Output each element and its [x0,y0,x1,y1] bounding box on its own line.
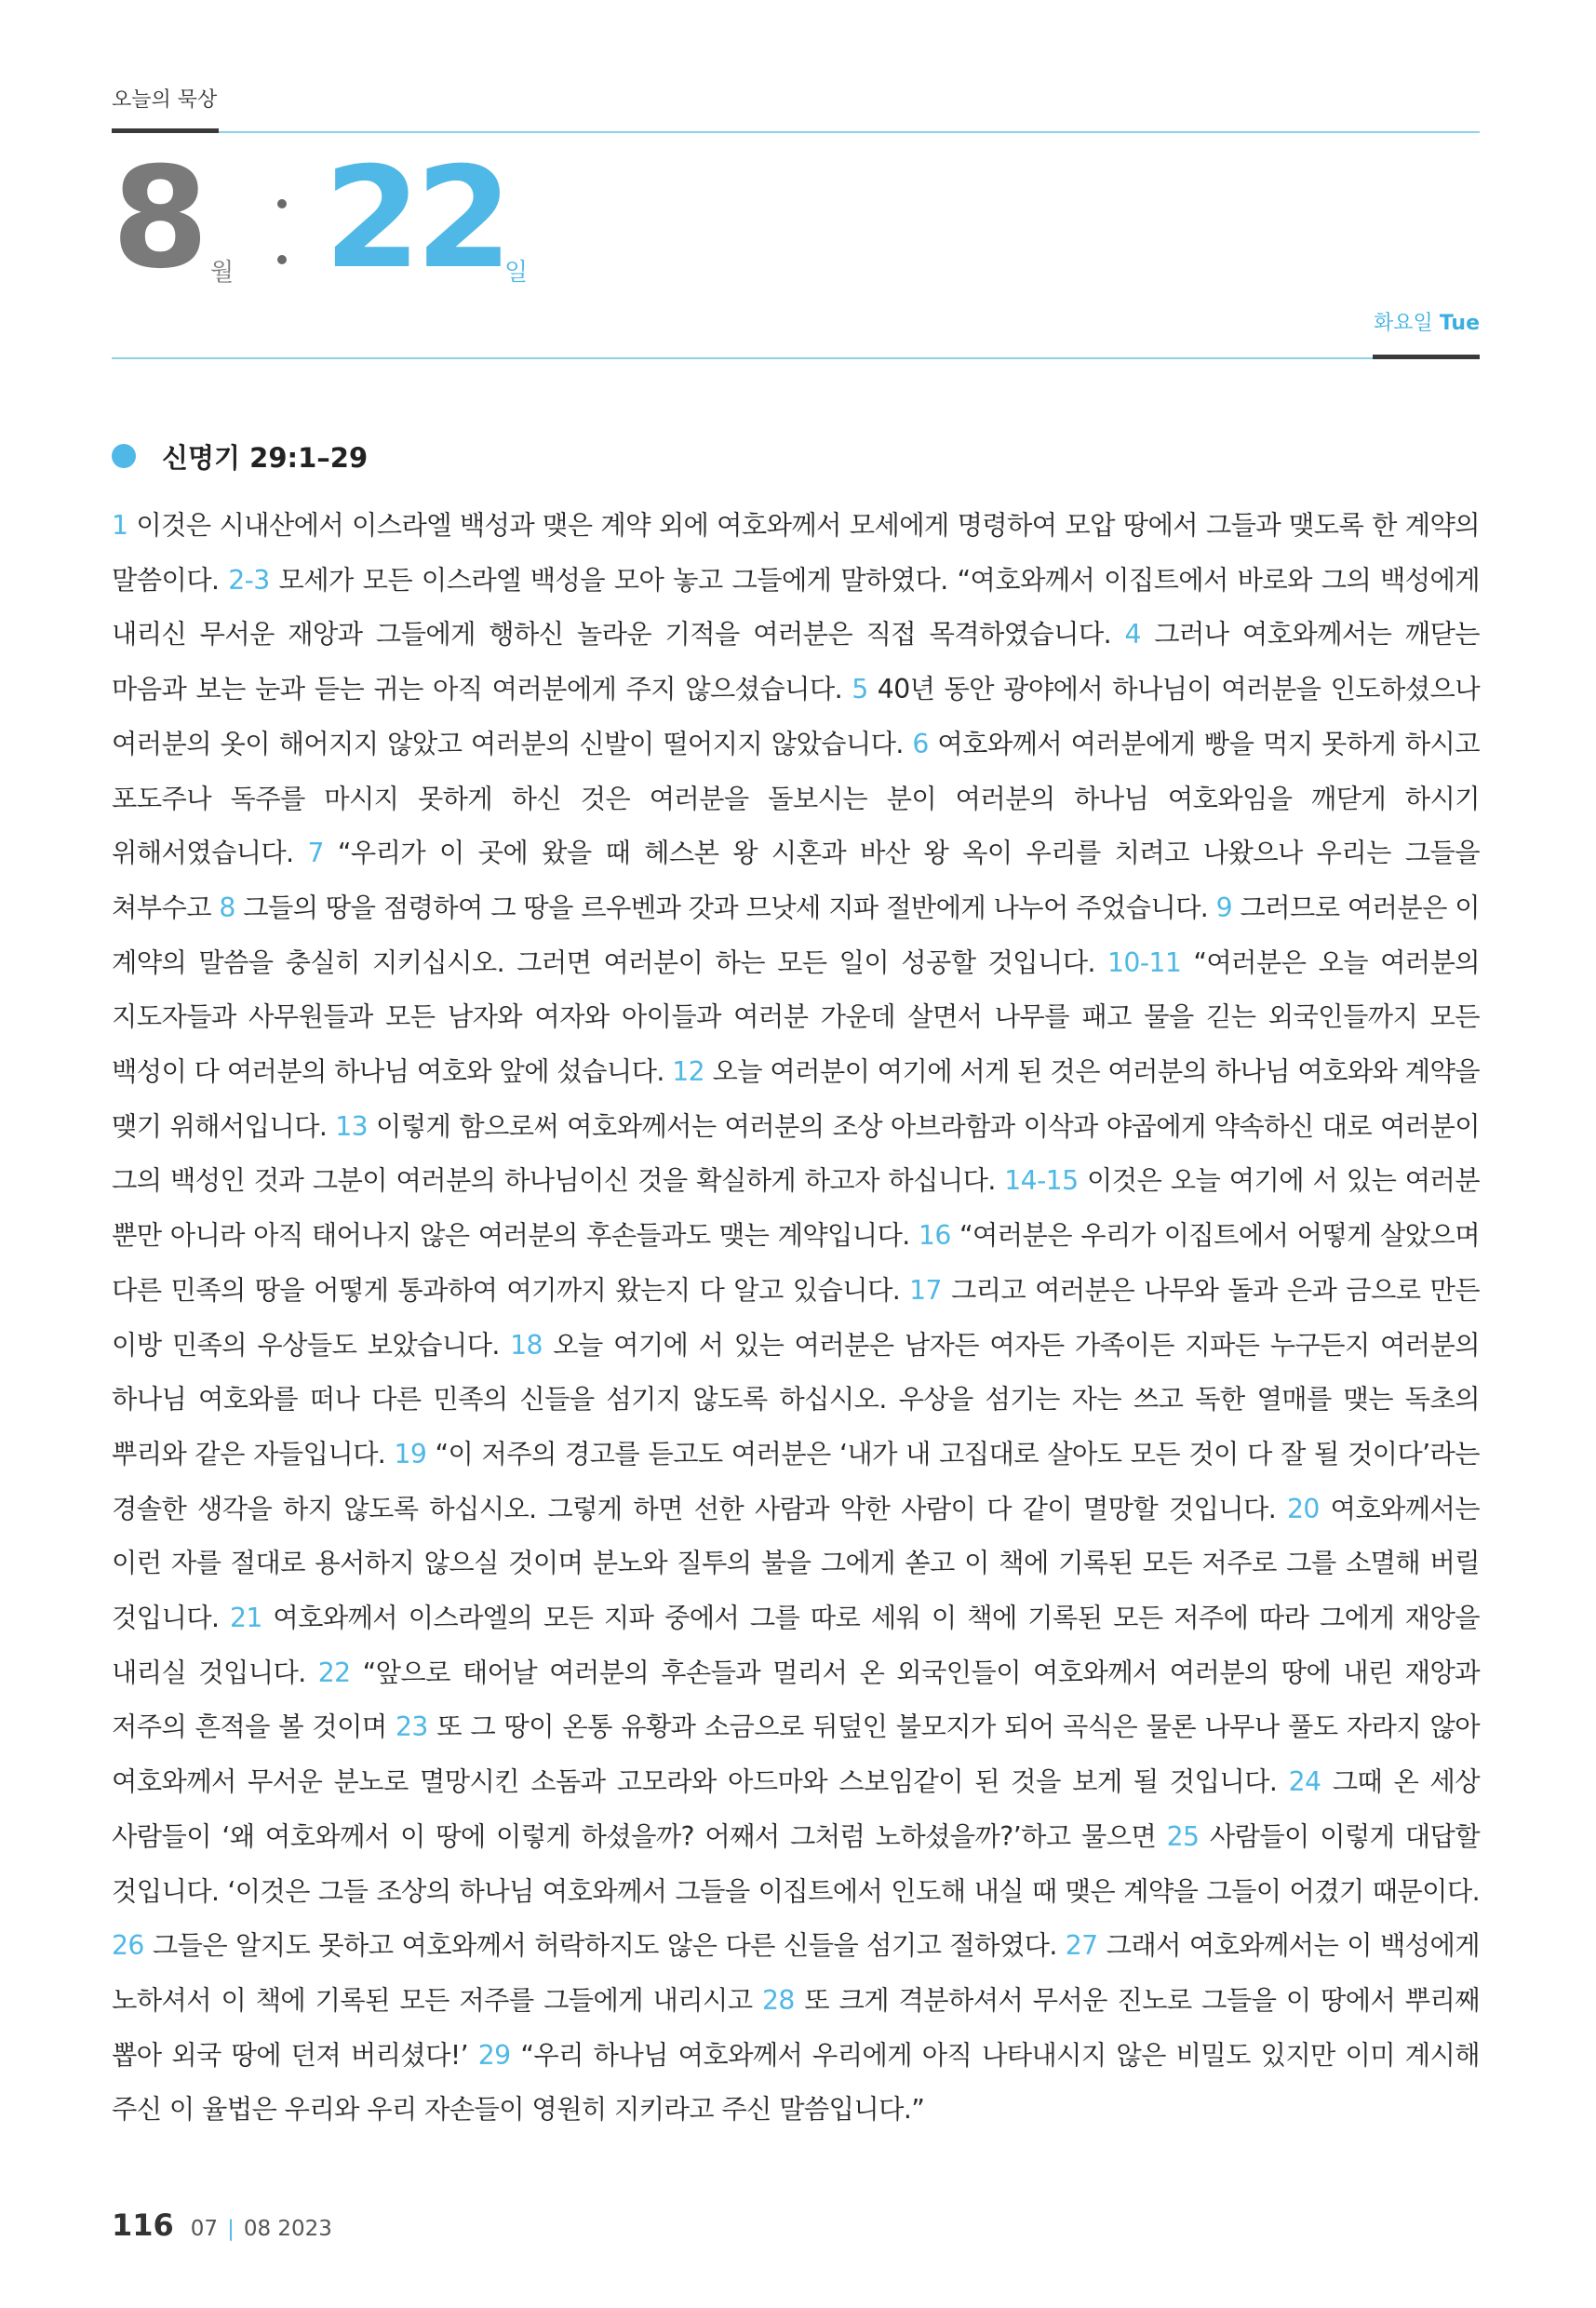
top-rule-dark [112,128,219,133]
verse-text: 이것은 시내산에서 이스라엘 백성과 맺은 계약 외에 여호와께서 모세에게 명령하여 모압 땅에서 그들과 맺도록 한 계약의 말씀이다. [112,510,1480,596]
verse-number: 24 [1288,1766,1321,1798]
verse-text: 그러므로 여러분은 이 계약의 말씀을 충실히 지키십시오. 그러면 여러분이 하는 모든 일이 성공할 것입니다. [112,892,1481,978]
verse-number: 5 [852,674,868,705]
day-unit: 일 [504,259,529,287]
verse-text: 모세가 모든 이스라엘 백성을 모아 놓고 그들에게 말하였다. “여호와께서 이집트에서 바로와 그의 백성에게 내리신 무서운 재앙과 그들에게 행하신 놀라운 기적을 여러분은 직접 목격하였습니다. [112,564,1480,651]
verse-text: “우리 하나님 여호와께서 우리에게 아직 나타내시지 않은 비밀도 있지만 이미 계시해 주신 이 율법은 우리와 우리 자손들이 영원히 지키라고 주신 말씀입니다.” [112,2039,1480,2126]
top-rule-blue [219,131,1480,133]
weekday-english: Tue [1439,312,1480,335]
verse-number: 8 [219,892,235,923]
verse-number: 26 [112,1930,144,1962]
verse-text: 여호와께서는 이런 자를 절대로 용서하지 않으실 것이며 분노와 질투의 불을 그에게 쏟고 이 책에 기록된 모든 저주로 그를 소멸해 버릴 것입니다. [112,1493,1480,1634]
verse-number: 28 [761,1984,795,2016]
verse-text: 오늘 여기에 서 있는 여러분은 남자든 여자든 가족이든 지파든 누구든지 여러분의 하나님 여호와를 떠나 다른 민족의 신들을 섬기지 않도록 하십시오. 우상을 섬기는 자는 쓰고 독한 열매를 맺는 독초의 뿌리와 같은 자들입니다. [112,1329,1480,1469]
month-unit: 월 [210,259,235,287]
verse-number: 23 [395,1711,428,1743]
verse-number: 16 [918,1220,951,1252]
verse-number: 10-11 [1107,946,1182,978]
verse-text: 그러나 여호와께서는 깨닫는 마음과 보는 눈과 듣는 귀는 아직 여러분에게 주지 않으셨습니다. [112,619,1480,705]
verse-number: 4 [1124,619,1141,651]
verse-number: 18 [510,1329,543,1361]
verse-text: 40년 동안 광야에서 하나님이 여러분을 인도하셨으나 여러분의 옷이 해어지지 않았고 여러분의 신발이 떨어지지 않았습니다. [112,674,1480,759]
verse-text: 이것은 오늘 여기에 서 있는 여러분 뿐만 아니라 아직 태어나지 않은 여러분의 후손들과도 맺는 계약입니다. [112,1165,1481,1252]
verse-number: 25 [1166,1820,1200,1852]
verse-number: 7 [307,838,324,869]
verse-number: 2-3 [228,564,270,596]
verse-text: 여호와께서 이스라엘의 모든 지파 중에서 그를 따로 세워 이 책에 기록된 모든 저주에 따라 그에게 재앙을 내리실 것입니다. [112,1603,1480,1688]
mid-rule-dark [1373,355,1480,359]
page-footer [112,2207,332,2243]
verse-number: 6 [912,728,929,759]
date-colon [277,199,287,270]
verse-text: 이렇게 함으로써 여호와께서는 여러분의 조상 아브라함과 이삭과 야곱에게 약속하신 대로 여러분이 그의 백성인 것과 그분이 여러분의 하나님이신 것을 확실하게 하고자 하십니다. [112,1110,1480,1197]
scripture-text [112,499,1480,2138]
verse-number: 14-15 [1004,1165,1079,1197]
verse-text: 그들은 알지도 못하고 여호와께서 허락하지도 않은 다른 신들을 섬기고 절하였다. [152,1930,1057,1962]
month-number: 8 [112,138,206,300]
verse-number: 17 [909,1274,942,1306]
verse-text: “앞으로 태어날 여러분의 후손들과 멀리서 온 외국인들이 여호와께서 여러분의 땅에 내린 재앙과 저주의 흔적을 볼 것이며 [112,1657,1481,1743]
issue-months: 07 [190,2217,219,2241]
verse-number: 19 [394,1438,427,1469]
verse-number: 13 [335,1110,369,1142]
verse-text: “우리가 이 곳에 왔을 때 헤스본 왕 시혼과 바산 왕 옥이 우리를 치려고 나왔으나 우리는 그들을 쳐부수고 [112,838,1480,923]
verse-text: 사람들이 이렇게 대답할 것입니다. ‘이것은 그들 조상의 하나님 여호와께서 그들을 이집트에서 인도해 내실 때 맺은 계약을 그들이 어겼기 때문이다. [112,1820,1481,1907]
verse-text: 그때 온 세상 사람들이 ‘왜 여호와께서 이 땅에 이렇게 하셨을까? 어째서 그처럼 노하셨을까?’하고 물으면 [112,1766,1480,1852]
verse-number: 27 [1065,1930,1098,1962]
verse-number: 21 [229,1603,262,1634]
issue-separator: | [227,2217,235,2241]
verse-text: “여러분은 오늘 여러분의 지도자들과 사무원들과 모든 남자와 여자와 아이들과 여러분 가운데 살면서 나무를 패고 물을 긷는 외국인들까지 모든 백성이 다 여러분의 하나님 여호와 앞에 섰습니다. [112,946,1481,1088]
verse-text: 그리고 여러분은 나무와 돌과 은과 금으로 만든 이방 민족의 우상들도 보았습니다. [112,1274,1480,1361]
verse-number: 1 [112,510,128,541]
verse-text: 그들의 땅을 점령하여 그 땅을 르우벤과 갓과 므낫세 지파 절반에게 나누어 주었습니다. [243,892,1209,923]
page-number: 116 [112,2207,174,2243]
verse-text: 또 크게 격분하셔서 무서운 진노로 그들을 이 땅에서 뿌리째 뽑아 외국 땅에 던져 버리셨다!’ [112,1984,1480,2071]
passage-heading [112,437,368,475]
verse-number: 20 [1286,1493,1320,1524]
weekday [1374,307,1480,336]
day-number: 22 [324,138,507,300]
verse-text: 오늘 여러분이 여기에 서게 된 것은 여러분의 하나님 여호와와 계약을 맺기 위해서입니다. [112,1056,1480,1142]
verse-text: 또 그 땅이 온통 유황과 소금으로 뒤덮인 불모지가 되어 곡식은 물론 나무나 풀도 자라지 않아 여호와께서 무서운 분노로 멸망시킨 소돔과 고모라와 아드마와 스보임같이 된 것을 보게 될 것입니다. [112,1711,1480,1798]
verse-text: “이 저주의 경고를 듣고도 여러분은 ‘내가 내 고집대로 살아도 모든 것이 다 잘 될 것이다’라는 경솔한 생각을 하지 않도록 하십시오. 그렇게 하면 선한 사람과 악한 사람이 다 같이 멸망할 것입니다. [112,1438,1480,1524]
verse-text: “여러분은 우리가 이집트에서 어떻게 살았으며 다른 민족의 땅을 어떻게 통과하여 여기까지 왔는지 다 알고 있습니다. [112,1220,1480,1306]
verse-number: 9 [1215,892,1233,923]
verse-number: 29 [477,2039,511,2071]
verse-number: 12 [672,1056,704,1088]
verse-text: 그래서 여호와께서는 이 백성에게 노하셔서 이 책에 기록된 모든 저주를 그들에게 내리시고 [112,1930,1480,2016]
section-title: 오늘의 묵상 [112,88,218,112]
weekday-korean: 화요일 [1374,312,1433,335]
bullet-icon [112,444,136,468]
verse-number: 22 [317,1657,351,1688]
passage-reference: 신명기 29:1–29 [162,441,369,474]
verse-text: 여호와께서 여러분에게 빵을 먹지 못하게 하시고 포도주나 독주를 마시지 못하게 하신 것은 여러분을 돌보시는 분이 여러분의 하나님 여호와임을 깨닫게 하시기 위해서였습니다. [112,728,1480,869]
issue-year: 08 2023 [243,2217,332,2241]
mid-rule-blue [112,357,1373,359]
